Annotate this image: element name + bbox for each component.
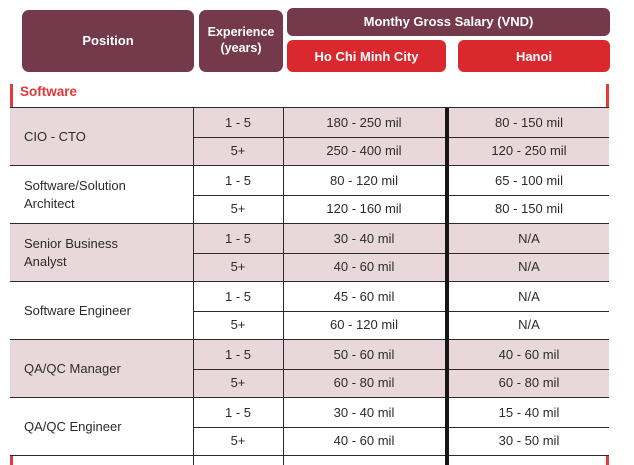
grid-vline-position-experience [193, 108, 194, 465]
city-header-hanoi: Hanoi [458, 40, 610, 72]
position-cell: CIO - CTO [24, 128, 86, 144]
table-sub-row [193, 224, 609, 253]
position-cell: Software Engineer [24, 302, 131, 318]
hcmc-salary-cell: 250 - 400 mil [326, 143, 402, 159]
experience-column-header: Experience (years) [199, 10, 283, 72]
experience-cell: 5+ [230, 375, 246, 391]
table-sub-row [193, 195, 609, 224]
experience-cell: 1 - 5 [224, 172, 251, 188]
table-row-group-software-solution-architect [10, 166, 609, 224]
hcmc-salary-cell: 50 - 60 mil [333, 346, 395, 362]
hcmc-salary-cell: 30 - 40 mil [333, 230, 395, 246]
hanoi-salary-cell: N/A [518, 317, 540, 333]
sub-row-divider [193, 369, 609, 370]
position-column-header: Position [22, 10, 194, 72]
experience-cell: 1 - 5 [224, 114, 251, 130]
hanoi-salary-cell: 40 - 60 mil [498, 346, 560, 362]
experience-cell: 5+ [230, 317, 246, 333]
hcmc-salary-cell: 80 - 120 mil [330, 172, 398, 188]
table-sub-row [193, 253, 609, 282]
hanoi-salary-cell: 80 - 150 mil [495, 114, 563, 130]
table-sub-row [193, 166, 609, 195]
salary-table-body [10, 108, 609, 456]
table-sub-row [193, 340, 609, 369]
position-cell: QA/QC Engineer [24, 418, 122, 434]
experience-cell: 5+ [230, 201, 246, 217]
hanoi-salary-cell: 120 - 250 mil [491, 143, 567, 159]
table-sub-row [193, 108, 609, 137]
hanoi-salary-cell: 30 - 50 mil [498, 433, 560, 449]
position-cell: Software/Solution Architect [24, 177, 126, 211]
hcmc-salary-cell: 120 - 160 mil [326, 201, 402, 217]
sub-row-divider [193, 195, 609, 196]
table-sub-row [193, 282, 609, 311]
hanoi-salary-cell: 80 - 150 mil [495, 201, 563, 217]
grid-vline-city-divider-thick [445, 108, 449, 465]
table-row-group-senior-business-analyst [10, 224, 609, 282]
hcmc-salary-cell: 40 - 60 mil [333, 259, 395, 275]
hcmc-salary-cell: 60 - 120 mil [330, 317, 398, 333]
table-row-group-software-engineer [10, 282, 609, 340]
table-sub-row [193, 137, 609, 166]
experience-cell: 5+ [230, 143, 246, 159]
hcmc-salary-cell: 30 - 40 mil [333, 404, 395, 420]
hanoi-salary-cell: 15 - 40 mil [498, 404, 560, 420]
experience-cell: 1 - 5 [224, 230, 251, 246]
table-sub-row [193, 311, 609, 340]
position-cell: QA/QC Manager [24, 360, 121, 376]
hanoi-salary-cell: 60 - 80 mil [498, 375, 560, 391]
hanoi-salary-cell: N/A [518, 230, 540, 246]
experience-cell: 1 - 5 [224, 346, 251, 362]
table-row-group-cio-cto [10, 108, 609, 166]
sub-row-divider [193, 137, 609, 138]
table-sub-row [193, 369, 609, 398]
hcmc-salary-cell: 45 - 60 mil [333, 288, 395, 304]
experience-cell: 1 - 5 [224, 404, 251, 420]
salary-group-header: Monthy Gross Salary (VND) [287, 8, 610, 36]
city-header-ho-chi-minh: Ho Chi Minh City [287, 40, 446, 72]
position-cell: Senior Business Analyst [24, 235, 118, 269]
experience-cell: 5+ [230, 433, 246, 449]
sub-row-divider [193, 427, 609, 428]
hcmc-salary-cell: 180 - 250 mil [326, 114, 402, 130]
section-title-software: Software [20, 84, 78, 99]
sub-row-divider [193, 311, 609, 312]
hanoi-salary-cell: N/A [518, 259, 540, 275]
hcmc-salary-cell: 60 - 80 mil [333, 375, 395, 391]
table-row-group-qa-qc-engineer [10, 398, 609, 456]
sub-row-divider [193, 253, 609, 254]
table-sub-row [193, 398, 609, 427]
hanoi-salary-cell: N/A [518, 288, 540, 304]
grid-vline-experience-hcmc [283, 108, 284, 465]
table-sub-row [193, 427, 609, 456]
hanoi-salary-cell: 65 - 100 mil [495, 172, 563, 188]
table-row-group-qa-qc-manager [10, 340, 609, 398]
hcmc-salary-cell: 40 - 60 mil [333, 433, 395, 449]
experience-cell: 1 - 5 [224, 288, 251, 304]
experience-cell: 5+ [230, 259, 246, 275]
